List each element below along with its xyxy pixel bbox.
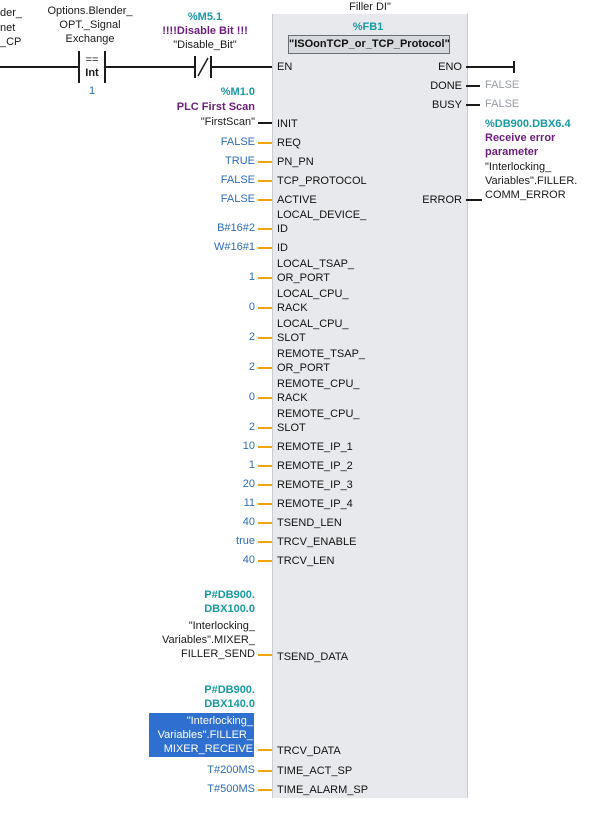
done-value[interactable]: FALSE [485,79,520,91]
pin-tcp-protocol: TCP_PROTOCOL [277,175,367,187]
local-tsap-value[interactable]: 1 [248,271,255,283]
power-rail-left [0,66,78,68]
trcv-data-tag-line-2[interactable]: Variables".FILLER_ [157,729,253,741]
tsend-len-value[interactable]: 40 [242,516,255,528]
pin-local-device-id-line-2: ID [277,223,288,235]
local-cpu-slot-value[interactable]: 2 [248,331,255,343]
pin-remote-cpu-slot-line-1: REMOTE_CPU_ [277,408,360,420]
done-wire [466,85,480,87]
tsend-data-tag-line-2[interactable]: Variables".MIXER_ [162,634,255,646]
options-tag-line-3: Exchange [65,33,115,45]
pin-local-cpu-rack-line-1: LOCAL_CPU_ [277,288,349,300]
options-tag-line-1: Options.Blender_ [47,5,133,17]
tcp-protocol-wire [258,180,272,182]
pin-trcv-len: TRCV_LEN [277,555,335,567]
trcv-data-address-line-2[interactable]: DBX140.0 [204,698,255,710]
remote-tsap-value[interactable]: 2 [248,361,255,373]
pin-req: REQ [277,137,301,149]
busy-value[interactable]: FALSE [485,98,520,110]
tsend-data-address-line-1[interactable]: P#DB900. [204,589,255,601]
pin-remote-tsap-line-1: REMOTE_TSAP_ [277,348,366,360]
pin-local-tsap-line-1: LOCAL_TSAP_ [277,258,355,270]
remote-ip-2-value[interactable]: 1 [248,459,255,471]
pin-remote-tsap-line-2: OR_PORT [277,362,330,374]
local-cpu-rack-wire [258,307,272,309]
nc-contact-slash-icon [196,56,210,78]
pin-time-act-sp: TIME_ACT_SP [277,765,353,777]
pin-local-device-id-line-1: LOCAL_DEVICE_ [277,209,367,221]
remote-tsap-wire [258,367,272,369]
pin-remote-cpu-rack-line-1: REMOTE_CPU_ [277,378,360,390]
time-act-sp-wire [258,770,272,772]
busy-wire [466,104,480,106]
active-wire [258,199,272,201]
init-wire [258,122,272,124]
pin-eno: ENO [438,61,462,73]
trcv-enable-value[interactable]: true [236,535,255,547]
left-tag-line-2: net [0,22,16,34]
remote-ip-4-wire [258,503,272,505]
compare-value[interactable]: 1 [88,85,96,97]
compare-operator: == [85,54,99,66]
pin-pn-pn: PN_PN [277,156,314,168]
error-comment-line-2: parameter [485,146,539,158]
remote-ip-3-value[interactable]: 20 [242,478,255,490]
trcv-data-address-line-1[interactable]: P#DB900. [204,684,255,696]
local-tsap-wire [258,277,272,279]
error-tag-line-3[interactable]: COMM_ERROR [485,189,566,201]
trcv-data-tag-line-3[interactable]: MIXER_RECEIVE [163,743,253,755]
pn-pn-value[interactable]: TRUE [225,155,255,167]
remote-cpu-slot-wire [258,427,272,429]
error-address[interactable]: %DB900.DBX6.4 [485,118,571,130]
tsend-data-tag-line-1[interactable]: "Interlocking_ [188,620,255,632]
filler-title: Filler DI" [349,1,391,13]
options-tag-line-2: OPT._Signal [59,19,121,31]
pin-local-cpu-slot-line-1: LOCAL_CPU_ [277,318,349,330]
trcv-len-value[interactable]: 40 [242,554,255,566]
eno-end-tick [513,61,515,73]
pin-remote-ip-2: REMOTE_IP_2 [277,460,353,472]
function-block[interactable] [272,14,468,798]
trcv-enable-wire [258,541,272,543]
init-address[interactable]: %M1.0 [220,86,255,98]
pin-en: EN [277,61,293,73]
active-value[interactable]: FALSE [220,193,255,205]
time-act-sp-value[interactable]: T#200MS [207,764,255,776]
req-wire [258,142,272,144]
remote-ip-4-value[interactable]: 11 [243,497,255,509]
remote-ip-2-wire [258,465,272,467]
error-tag-line-1[interactable]: "Interlocking_ [485,161,552,173]
remote-cpu-rack-value[interactable]: 0 [248,391,255,403]
id-value[interactable]: W#16#1 [214,241,255,253]
contact-address[interactable]: %M5.1 [187,11,223,23]
req-value[interactable]: FALSE [220,136,255,148]
pin-tsend-len: TSEND_LEN [277,517,342,529]
remote-ip-3-wire [258,484,272,486]
remote-ip-1-wire [258,446,272,448]
tsend-data-tag-line-3[interactable]: FILLER_SEND [181,648,255,660]
local-device-id-wire [258,228,272,230]
local-cpu-slot-wire [258,337,272,339]
remote-ip-1-value[interactable]: 10 [242,440,255,452]
pin-time-alarm-sp: TIME_ALARM_SP [277,784,369,796]
tsend-data-wire [258,654,272,656]
rung-wire-1 [104,66,194,68]
pin-remote-ip-3: REMOTE_IP_3 [277,479,353,491]
compare-type: Int [85,67,99,79]
pin-remote-ip-1: REMOTE_IP_1 [277,441,353,453]
pin-remote-ip-4: REMOTE_IP_4 [277,498,353,510]
local-cpu-rack-value[interactable]: 0 [248,301,255,313]
pin-local-cpu-slot-line-2: SLOT [277,332,306,344]
pin-init: INIT [277,118,298,130]
trcv-len-wire [258,560,272,562]
pin-trcv-enable: TRCV_ENABLE [277,536,357,548]
time-alarm-sp-wire [258,789,272,791]
trcv-data-wire [258,749,272,751]
eno-wire [466,66,514,68]
pin-error: ERROR [422,194,462,206]
pin-tsend-data: TSEND_DATA [277,651,349,663]
error-wire [466,199,482,201]
trcv-data-tag-line-1[interactable]: "Interlocking_ [186,715,253,727]
contact-tag[interactable]: "Disable_Bit" [173,39,237,51]
pn-pn-wire [258,161,272,163]
pin-id: ID [277,242,288,254]
pin-busy: BUSY [432,99,462,111]
init-comment: PLC First Scan [176,101,255,113]
id-wire [258,247,272,249]
pin-remote-cpu-rack-line-2: RACK [277,392,308,404]
init-tag[interactable]: "FirstScan" [200,116,255,128]
time-alarm-sp-value[interactable]: T#500MS [207,783,255,795]
tcp-protocol-value[interactable]: FALSE [220,174,255,186]
contact-comment: !!!!Disable Bit !!! [162,25,248,37]
pin-done: DONE [430,80,462,92]
rung-wire-2 [210,66,272,68]
local-device-id-value[interactable]: B#16#2 [217,222,255,234]
pin-local-cpu-rack-line-2: RACK [277,302,308,314]
block-address[interactable]: %FB1 [352,21,384,33]
remote-cpu-rack-wire [258,397,272,399]
left-tag-line-1: der_ [0,7,23,19]
block-name[interactable]: "ISOonTCP_or_TCP_Protocol" [288,35,450,54]
pin-remote-cpu-slot-line-2: SLOT [277,422,306,434]
tsend-len-wire [258,522,272,524]
pin-trcv-data: TRCV_DATA [277,745,341,757]
remote-cpu-slot-value[interactable]: 2 [248,421,255,433]
error-comment-line-1: Receive error [485,132,556,144]
left-tag-line-3: _CP [0,36,22,48]
pin-local-tsap-line-2: OR_PORT [277,272,330,284]
error-tag-line-2[interactable]: Variables".FILLER. [485,175,578,187]
tsend-data-address-line-2[interactable]: DBX100.0 [204,603,255,615]
pin-active: ACTIVE [277,194,317,206]
